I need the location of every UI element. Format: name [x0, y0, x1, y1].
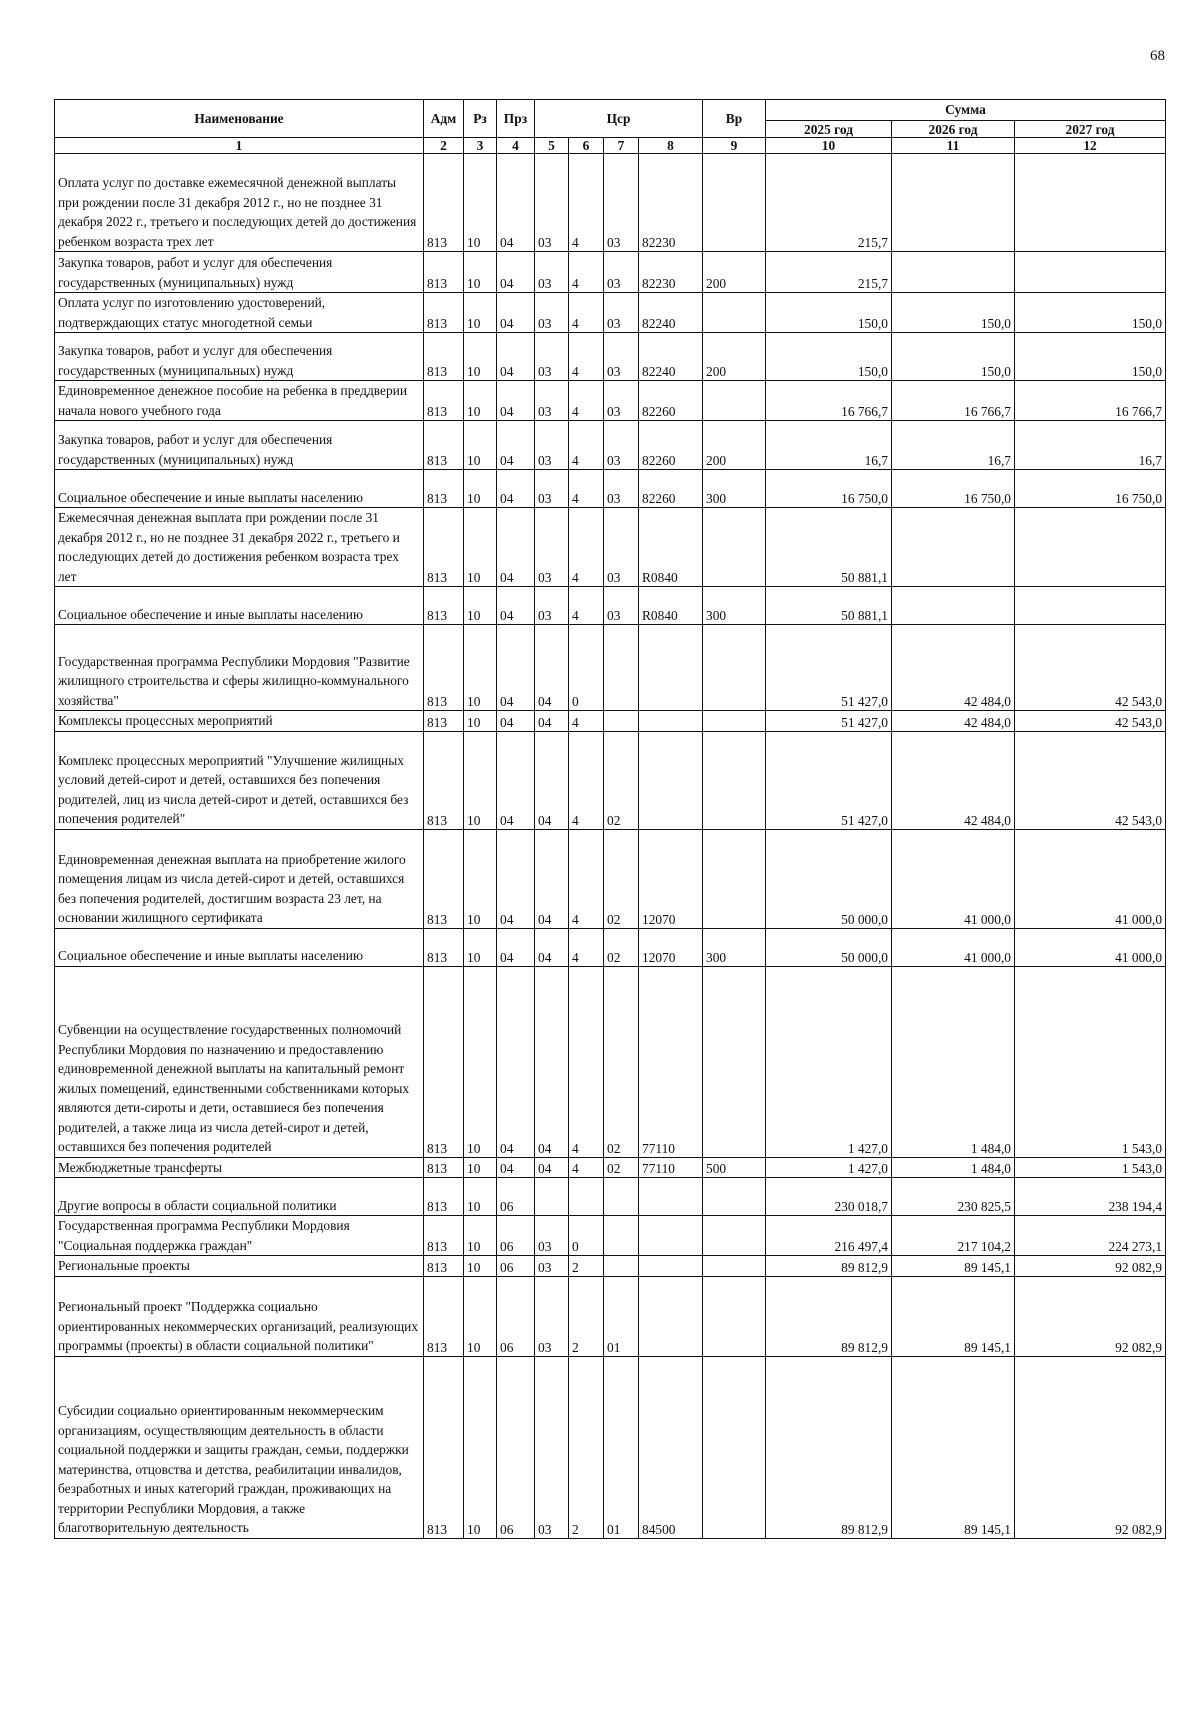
row-csr-7: 02 [604, 966, 639, 1157]
row-rz: 10 [464, 1276, 497, 1356]
row-adm: 813 [424, 928, 464, 966]
table-row [55, 1256, 1166, 1277]
row-csr-5: 04 [535, 731, 569, 829]
row-csr-7 [604, 1178, 639, 1216]
row-adm: 813 [424, 421, 464, 470]
row-sum-2025: 16,7 [766, 421, 892, 470]
col-number: 9 [703, 138, 766, 154]
row-sum-2025: 50 000,0 [766, 928, 892, 966]
row-sum-2027: 92 082,9 [1015, 1256, 1166, 1277]
row-sum-2027: 150,0 [1015, 333, 1166, 381]
row-rz: 10 [464, 1356, 497, 1538]
row-sum-2027: 42 543,0 [1015, 625, 1166, 711]
row-vr [703, 508, 766, 587]
row-prz: 04 [497, 625, 535, 711]
table-row [55, 421, 1166, 470]
header-vr: Вр [703, 100, 766, 138]
row-csr-8: 82240 [639, 333, 703, 381]
row-sum-2025: 1 427,0 [766, 966, 892, 1157]
row-name: Социальное обеспечение и иные выплаты населению [55, 928, 424, 966]
row-sum-2025: 16 766,7 [766, 381, 892, 421]
row-sum-2026: 150,0 [892, 333, 1015, 381]
row-vr [703, 731, 766, 829]
row-prz: 04 [497, 381, 535, 421]
row-csr-7 [604, 1216, 639, 1256]
col-number: 8 [639, 138, 703, 154]
row-prz: 04 [497, 966, 535, 1157]
row-csr-8 [639, 1276, 703, 1356]
row-adm: 813 [424, 1216, 464, 1256]
row-csr-5: 04 [535, 829, 569, 928]
row-csr-5: 03 [535, 587, 569, 625]
row-csr-7 [604, 625, 639, 711]
row-vr [703, 711, 766, 732]
row-csr-6: 4 [569, 154, 604, 252]
row-name: Субсидии социально ориентированным некоммерческим организациям, осуществляющим деятельность в области социальной поддержки и защиты граждан, семьи, поддержки материнства, отцовства и детства, реабилитации инвалидов, безработных и иных категорий граждан, проживающих на территории Республики Мордовия, а также благотворительную деятельность [55, 1356, 424, 1538]
row-csr-6: 4 [569, 252, 604, 293]
row-sum-2026: 89 145,1 [892, 1256, 1015, 1277]
row-prz: 04 [497, 252, 535, 293]
row-csr-8: 82260 [639, 381, 703, 421]
row-name: Оплата услуг по доставке ежемесячной денежной выплаты при рождении после 31 декабря 2012 г., но не позднее 31 декабря 2022 г., третьего и последующих детей до достижения ребенком возраста трех лет [55, 154, 424, 252]
table-row [55, 1157, 1166, 1178]
row-sum-2025: 150,0 [766, 293, 892, 333]
row-csr-8 [639, 731, 703, 829]
row-rz: 10 [464, 293, 497, 333]
row-csr-6: 4 [569, 508, 604, 587]
row-csr-8: 82230 [639, 252, 703, 293]
row-adm: 813 [424, 829, 464, 928]
row-csr-5: 04 [535, 1157, 569, 1178]
col-number: 1 [55, 138, 424, 154]
row-csr-8: 82230 [639, 154, 703, 252]
row-sum-2025: 215,7 [766, 154, 892, 252]
row-csr-6: 4 [569, 381, 604, 421]
row-sum-2026: 89 145,1 [892, 1356, 1015, 1538]
row-rz: 10 [464, 587, 497, 625]
row-adm: 813 [424, 587, 464, 625]
row-vr [703, 293, 766, 333]
header-prz: Прз [497, 100, 535, 138]
table-row [55, 293, 1166, 333]
row-vr [703, 625, 766, 711]
row-adm: 813 [424, 711, 464, 732]
table-row [55, 625, 1166, 711]
row-sum-2027: 224 273,1 [1015, 1216, 1166, 1256]
row-name: Закупка товаров, работ и услуг для обеспечения государственных (муниципальных) нужд [55, 421, 424, 470]
row-csr-8: 82240 [639, 293, 703, 333]
row-sum-2027 [1015, 508, 1166, 587]
row-prz: 04 [497, 587, 535, 625]
row-sum-2025: 51 427,0 [766, 711, 892, 732]
header-adm: Адм [424, 100, 464, 138]
row-sum-2027 [1015, 154, 1166, 252]
row-rz: 10 [464, 381, 497, 421]
row-rz: 10 [464, 1178, 497, 1216]
row-sum-2027: 41 000,0 [1015, 829, 1166, 928]
row-sum-2027: 92 082,9 [1015, 1276, 1166, 1356]
row-csr-7 [604, 1256, 639, 1277]
row-rz: 10 [464, 154, 497, 252]
row-name: Ежемесячная денежная выплата при рождении после 31 декабря 2012 г., но не позднее 31 декабря 2022 г., третьего и последующих детей до достижения ребенком возраста трех лет [55, 508, 424, 587]
row-csr-6: 2 [569, 1256, 604, 1277]
row-vr [703, 829, 766, 928]
row-prz: 04 [497, 470, 535, 508]
row-csr-6: 4 [569, 333, 604, 381]
row-csr-5: 03 [535, 508, 569, 587]
row-csr-5: 03 [535, 154, 569, 252]
row-rz: 10 [464, 470, 497, 508]
row-prz: 04 [497, 333, 535, 381]
row-csr-8 [639, 711, 703, 732]
row-sum-2025: 50 881,1 [766, 508, 892, 587]
row-vr: 500 [703, 1157, 766, 1178]
row-csr-5: 03 [535, 1216, 569, 1256]
table-row [55, 252, 1166, 293]
row-vr: 200 [703, 252, 766, 293]
row-sum-2025: 216 497,4 [766, 1216, 892, 1256]
row-prz: 06 [497, 1356, 535, 1538]
row-sum-2026: 230 825,5 [892, 1178, 1015, 1216]
row-csr-8 [639, 1256, 703, 1277]
header-csr: Цср [535, 100, 703, 138]
row-name: Субвенции на осуществление государственных полномочий Республики Мордовия по назначению и предоставлению единовременной денежной выплаты на капитальный ремонт жилых помещений, единственными собственниками которых являются дети-сироты и дети, оставшиеся без попечения родителей, а также лица из числа детей-сирот и детей, оставшихся без попечения родителей [55, 966, 424, 1157]
row-sum-2025: 89 812,9 [766, 1356, 892, 1538]
row-csr-5: 03 [535, 1256, 569, 1277]
table-row [55, 1216, 1166, 1256]
row-adm: 813 [424, 1356, 464, 1538]
row-sum-2026: 150,0 [892, 293, 1015, 333]
row-csr-7: 01 [604, 1356, 639, 1538]
row-adm: 813 [424, 1276, 464, 1356]
row-adm: 813 [424, 333, 464, 381]
row-sum-2025: 50 881,1 [766, 587, 892, 625]
row-rz: 10 [464, 1256, 497, 1277]
row-name: Межбюджетные трансферты [55, 1157, 424, 1178]
col-number: 7 [604, 138, 639, 154]
row-name: Оплата услуг по изготовлению удостоверений, подтверждающих статус многодетной семьи [55, 293, 424, 333]
row-csr-5: 03 [535, 470, 569, 508]
row-csr-5: 04 [535, 625, 569, 711]
row-name: Государственная программа Республики Мордовия "Социальная поддержка граждан" [55, 1216, 424, 1256]
row-adm: 813 [424, 731, 464, 829]
row-rz: 10 [464, 252, 497, 293]
row-csr-5 [535, 1178, 569, 1216]
row-name: Закупка товаров, работ и услуг для обеспечения государственных (муниципальных) нужд [55, 252, 424, 293]
col-number: 4 [497, 138, 535, 154]
table-row [55, 829, 1166, 928]
row-sum-2026: 16 766,7 [892, 381, 1015, 421]
row-sum-2026: 41 000,0 [892, 829, 1015, 928]
row-name: Региональный проект "Поддержка социально ориентированных некоммерческих организаций, реализующих программы (проекты) в области социальной политики" [55, 1276, 424, 1356]
row-csr-8 [639, 625, 703, 711]
row-name: Другие вопросы в области социальной политики [55, 1178, 424, 1216]
row-csr-6: 2 [569, 1276, 604, 1356]
header-sum: Сумма [766, 100, 1166, 121]
row-rz: 10 [464, 508, 497, 587]
row-sum-2026: 42 484,0 [892, 731, 1015, 829]
row-csr-7 [604, 711, 639, 732]
header-year-2027: 2027 год [1015, 121, 1166, 138]
row-sum-2025: 51 427,0 [766, 731, 892, 829]
table-row [55, 381, 1166, 421]
row-prz: 04 [497, 829, 535, 928]
col-number: 10 [766, 138, 892, 154]
row-prz: 04 [497, 711, 535, 732]
table-row [55, 154, 1166, 252]
row-sum-2027 [1015, 587, 1166, 625]
row-csr-7: 03 [604, 421, 639, 470]
header-rz: Рз [464, 100, 497, 138]
row-vr [703, 1356, 766, 1538]
row-prz: 06 [497, 1256, 535, 1277]
row-prz: 04 [497, 731, 535, 829]
table-row [55, 587, 1166, 625]
row-csr-5: 03 [535, 1276, 569, 1356]
row-vr: 300 [703, 470, 766, 508]
row-adm: 813 [424, 508, 464, 587]
row-sum-2026: 41 000,0 [892, 928, 1015, 966]
row-csr-8 [639, 1178, 703, 1216]
row-csr-6: 4 [569, 731, 604, 829]
row-prz: 04 [497, 508, 535, 587]
row-vr [703, 1216, 766, 1256]
row-csr-5: 03 [535, 293, 569, 333]
row-csr-7: 03 [604, 587, 639, 625]
row-csr-8: 12070 [639, 829, 703, 928]
col-number: 5 [535, 138, 569, 154]
row-sum-2026 [892, 154, 1015, 252]
row-csr-6: 4 [569, 928, 604, 966]
row-sum-2026: 1 484,0 [892, 966, 1015, 1157]
row-csr-7: 01 [604, 1276, 639, 1356]
row-csr-6: 4 [569, 421, 604, 470]
row-csr-7: 03 [604, 470, 639, 508]
row-csr-8: 82260 [639, 421, 703, 470]
table-body [55, 154, 1166, 1539]
table-row [55, 1356, 1166, 1538]
table-row [55, 731, 1166, 829]
row-sum-2025: 51 427,0 [766, 625, 892, 711]
row-csr-6: 4 [569, 829, 604, 928]
row-name: Единовременное денежное пособие на ребенка в преддверии начала нового учебного года [55, 381, 424, 421]
row-rz: 10 [464, 333, 497, 381]
row-rz: 10 [464, 928, 497, 966]
row-csr-7: 02 [604, 731, 639, 829]
table-row [55, 928, 1166, 966]
row-adm: 813 [424, 966, 464, 1157]
row-csr-5: 04 [535, 928, 569, 966]
row-adm: 813 [424, 1256, 464, 1277]
row-sum-2026: 89 145,1 [892, 1276, 1015, 1356]
row-sum-2027 [1015, 252, 1166, 293]
row-vr [703, 1178, 766, 1216]
table-row [55, 470, 1166, 508]
row-sum-2026 [892, 508, 1015, 587]
row-csr-7: 02 [604, 1157, 639, 1178]
row-name: Региональные проекты [55, 1256, 424, 1277]
header-year-2025: 2025 год [766, 121, 892, 138]
row-sum-2026: 1 484,0 [892, 1157, 1015, 1178]
row-sum-2026: 42 484,0 [892, 625, 1015, 711]
row-sum-2026 [892, 587, 1015, 625]
table-row [55, 508, 1166, 587]
col-number: 11 [892, 138, 1015, 154]
row-adm: 813 [424, 470, 464, 508]
row-name: Государственная программа Республики Мордовия "Развитие жилищного строительства и сферы жилищно-коммунального хозяйства" [55, 625, 424, 711]
row-sum-2026: 42 484,0 [892, 711, 1015, 732]
row-csr-5: 04 [535, 711, 569, 732]
row-vr: 200 [703, 333, 766, 381]
row-prz: 04 [497, 928, 535, 966]
table-row [55, 1178, 1166, 1216]
row-rz: 10 [464, 1157, 497, 1178]
row-vr: 300 [703, 587, 766, 625]
row-prz: 06 [497, 1276, 535, 1356]
row-prz: 06 [497, 1216, 535, 1256]
row-sum-2027: 1 543,0 [1015, 1157, 1166, 1178]
row-csr-6: 4 [569, 293, 604, 333]
row-csr-8: 77110 [639, 966, 703, 1157]
row-vr [703, 1256, 766, 1277]
row-prz: 06 [497, 1178, 535, 1216]
row-csr-7: 03 [604, 508, 639, 587]
row-csr-5: 03 [535, 252, 569, 293]
row-vr [703, 381, 766, 421]
header-name: Наименование [55, 100, 424, 138]
row-csr-7: 03 [604, 252, 639, 293]
row-csr-7: 02 [604, 928, 639, 966]
row-sum-2027: 42 543,0 [1015, 731, 1166, 829]
row-adm: 813 [424, 1178, 464, 1216]
row-adm: 813 [424, 293, 464, 333]
row-name: Социальное обеспечение и иные выплаты населению [55, 470, 424, 508]
row-sum-2027: 92 082,9 [1015, 1356, 1166, 1538]
row-rz: 10 [464, 966, 497, 1157]
row-csr-6: 4 [569, 711, 604, 732]
row-sum-2026: 16,7 [892, 421, 1015, 470]
row-csr-7: 03 [604, 333, 639, 381]
row-csr-8: R0840 [639, 508, 703, 587]
row-csr-8: 82260 [639, 470, 703, 508]
row-sum-2027: 1 543,0 [1015, 966, 1166, 1157]
row-sum-2027: 150,0 [1015, 293, 1166, 333]
row-sum-2025: 1 427,0 [766, 1157, 892, 1178]
row-csr-6: 4 [569, 1157, 604, 1178]
row-rz: 10 [464, 625, 497, 711]
row-rz: 10 [464, 711, 497, 732]
row-sum-2025: 150,0 [766, 333, 892, 381]
col-number: 2 [424, 138, 464, 154]
row-csr-5: 03 [535, 1356, 569, 1538]
row-name: Социальное обеспечение и иные выплаты населению [55, 587, 424, 625]
row-adm: 813 [424, 154, 464, 252]
page-number: 68 [1150, 48, 1165, 64]
row-csr-8 [639, 1216, 703, 1256]
row-vr [703, 1276, 766, 1356]
row-csr-6: 0 [569, 1216, 604, 1256]
row-name: Закупка товаров, работ и услуг для обеспечения государственных (муниципальных) нужд [55, 333, 424, 381]
row-sum-2027: 16,7 [1015, 421, 1166, 470]
row-vr [703, 966, 766, 1157]
row-sum-2025: 89 812,9 [766, 1256, 892, 1277]
row-csr-7: 03 [604, 293, 639, 333]
row-prz: 04 [497, 1157, 535, 1178]
row-sum-2025: 215,7 [766, 252, 892, 293]
row-csr-7: 02 [604, 829, 639, 928]
table-row [55, 711, 1166, 732]
row-csr-5: 03 [535, 333, 569, 381]
row-sum-2027: 16 766,7 [1015, 381, 1166, 421]
row-name: Единовременная денежная выплата на приобретение жилого помещения лицам из числа детей-сирот и детей, оставшихся без попечения родителей, достигшим возраста 23 лет, на основании жилищного сертификата [55, 829, 424, 928]
col-number: 3 [464, 138, 497, 154]
row-sum-2027: 238 194,4 [1015, 1178, 1166, 1216]
row-csr-8: 84500 [639, 1356, 703, 1538]
row-adm: 813 [424, 625, 464, 711]
row-name: Комплексы процессных мероприятий [55, 711, 424, 732]
row-csr-6 [569, 1178, 604, 1216]
row-vr: 300 [703, 928, 766, 966]
row-sum-2025: 50 000,0 [766, 829, 892, 928]
row-csr-5: 03 [535, 421, 569, 470]
row-csr-6: 2 [569, 1356, 604, 1538]
row-vr: 200 [703, 421, 766, 470]
row-rz: 10 [464, 731, 497, 829]
row-csr-5: 03 [535, 381, 569, 421]
row-rz: 10 [464, 421, 497, 470]
row-rz: 10 [464, 1216, 497, 1256]
row-name: Комплекс процессных мероприятий "Улучшение жилищных условий детей-сирот и детей, оставшихся без попечения родителей, лиц из числа детей-сирот и детей, оставшихся без попечения родителей" [55, 731, 424, 829]
row-adm: 813 [424, 1157, 464, 1178]
row-csr-8: 12070 [639, 928, 703, 966]
row-rz: 10 [464, 829, 497, 928]
row-csr-8: R0840 [639, 587, 703, 625]
row-prz: 04 [497, 293, 535, 333]
row-sum-2026: 16 750,0 [892, 470, 1015, 508]
row-adm: 813 [424, 252, 464, 293]
table-row [55, 1276, 1166, 1356]
row-csr-7: 03 [604, 381, 639, 421]
row-csr-6: 4 [569, 966, 604, 1157]
col-number: 6 [569, 138, 604, 154]
row-sum-2027: 42 543,0 [1015, 711, 1166, 732]
header-year-2026: 2026 год [892, 121, 1015, 138]
row-csr-6: 4 [569, 587, 604, 625]
col-number: 12 [1015, 138, 1166, 154]
row-sum-2026: 217 104,2 [892, 1216, 1015, 1256]
row-sum-2026 [892, 252, 1015, 293]
row-csr-8: 77110 [639, 1157, 703, 1178]
table-row [55, 333, 1166, 381]
row-sum-2025: 89 812,9 [766, 1276, 892, 1356]
row-vr [703, 154, 766, 252]
row-csr-7: 03 [604, 154, 639, 252]
row-sum-2025: 16 750,0 [766, 470, 892, 508]
row-csr-5: 04 [535, 966, 569, 1157]
table-row [55, 966, 1166, 1157]
row-adm: 813 [424, 381, 464, 421]
row-sum-2027: 41 000,0 [1015, 928, 1166, 966]
row-csr-6: 0 [569, 625, 604, 711]
budget-table [54, 99, 1166, 1539]
row-prz: 04 [497, 154, 535, 252]
row-prz: 04 [497, 421, 535, 470]
row-sum-2025: 230 018,7 [766, 1178, 892, 1216]
row-sum-2027: 16 750,0 [1015, 470, 1166, 508]
row-csr-6: 4 [569, 470, 604, 508]
